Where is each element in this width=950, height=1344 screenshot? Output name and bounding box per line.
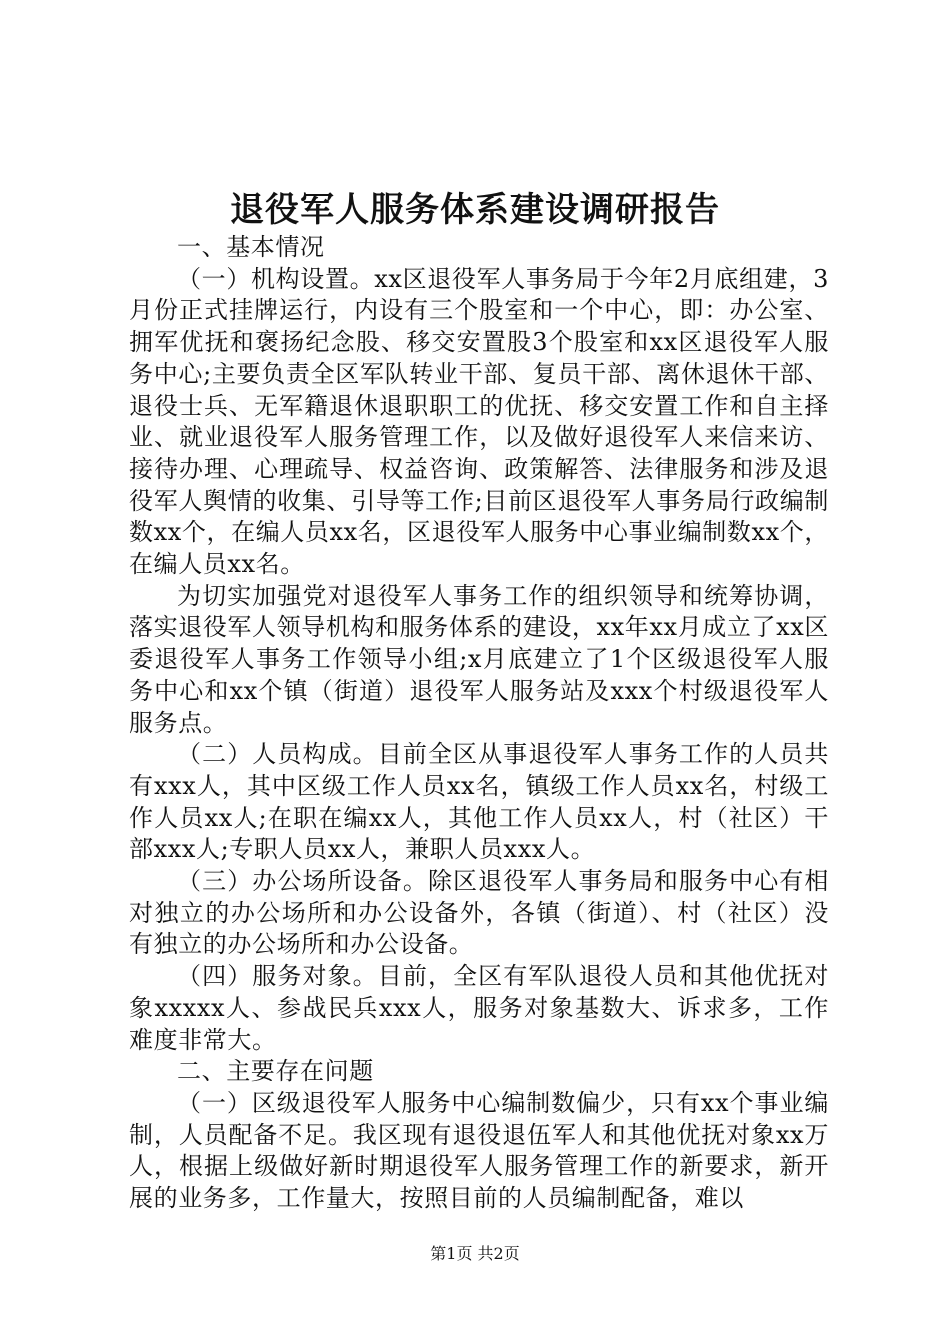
paragraph: 为切实加强党对退役军人事务工作的组织领导和统筹协调，落实退役军人领导机构和服务体系的建设，xx年xx月成立了xx区委退役军人事务工作领导小组;x月底建立了1个区级退役军人服务中心和xx个镇（街道）退役军人服务站及xxx个村级退役军人服务点。 — [129, 581, 829, 737]
paragraph: （四）服务对象。目前，全区有军队退役人员和其他优抚对象xxxxx人、参战民兵xxx人，服务对象基数大、诉求多，工作难度非常大。 — [129, 962, 829, 1054]
document-body — [129, 232, 829, 1215]
document-title: 退役军人服务体系建设调研报告 — [230, 190, 720, 230]
paragraph: （三）办公场所设备。除区退役军人事务局和服务中心有相对独立的办公场所和办公设备外，各镇（街道）、村（社区）没有独立的办公场所和办公设备。 — [129, 867, 829, 959]
page-footer: 第1页 共2页 — [430, 1244, 520, 1263]
paragraph: （一）区级退役军人服务中心编制数偏少，只有xx个事业编制，人员配备不足。我区现有退役退伍军人和其他优抚对象xx万人，根据上级做好新时期退役军人服务管理工作的新要求，新开展的业务多，工作量大，按照目前的人员编制配备，难以 — [129, 1088, 829, 1213]
paragraph: （一）机构设置。xx区退役军人事务局于今年2月底组建，3月份正式挂牌运行，内设有三个股室和一个中心，即：办公室、拥军优抚和褒扬纪念股、移交安置股3个股室和xx区退役军人服务中心;主要负责全区军队转业干部、复员干部、离休退休干部、退役士兵、无军籍退休退职职工的优抚、移交安置工作和自主择业、就业退役军人服务管理工作，以及做好退役军人来信来访、接待办理、心理疏导、权益咨询、政策解答、法律服务和涉及退役军人舆情的收集、引导等工作;目前区退役军人事务局行政编制数xx个，在编人员xx名，区退役军人服务中心事业编制数xx个，在编人员xx名。 — [129, 264, 829, 579]
paragraph: （二）人员构成。目前全区从事退役军人事务工作的人员共有xxx人，其中区级工作人员xx名，镇级工作人员xx名，村级工作人员xx人;在职在编xx人，其他工作人员xx人，村（社区）干部xxx人;专职人员xx人，兼职人员xxx人。 — [129, 740, 829, 864]
section-heading: 一、基本情况 — [177, 233, 325, 261]
section-heading: 二、主要存在问题 — [177, 1057, 374, 1086]
